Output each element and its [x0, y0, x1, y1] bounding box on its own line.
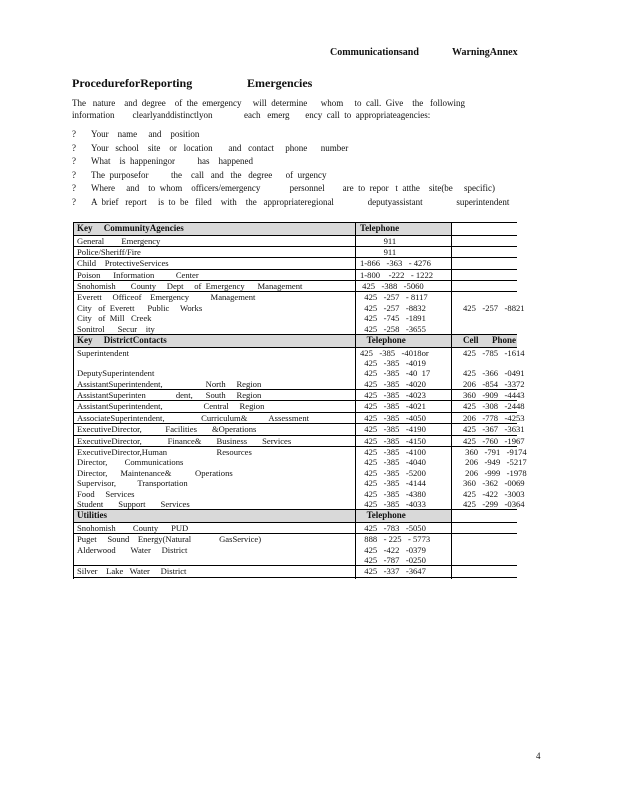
bullet-item — [72, 183, 495, 193]
contact-name: Snohomish County PUD — [77, 522, 189, 533]
contact-name: Student Support Services — [77, 498, 190, 509]
bullet-item — [72, 197, 509, 207]
section-header-telephone: Telephone — [360, 510, 406, 521]
contact-name: Sonitrol Secur ity — [77, 323, 155, 334]
telephone-number: 425 -422 -0379 — [360, 544, 426, 555]
cell-phone-number: 360 -362 -0069 — [463, 478, 525, 489]
cell-phone-number: 206 -949 -5217 — [463, 457, 527, 468]
contact-name: AssistantSuperintendent, Central Region — [77, 401, 265, 412]
telephone-number: 911 — [360, 246, 397, 257]
telephone-number: 425 -385 -4040 — [360, 457, 426, 468]
contact-name: ExecutiveDirector, Facilities &Operations — [77, 424, 257, 435]
telephone-number: 425 -258 -3655 — [360, 323, 426, 334]
bullet-mark: ? — [72, 142, 76, 153]
contact-name: ExecutiveDirector, Finance& Business Services — [77, 435, 292, 446]
cell-phone-number: 360 -909 -4443 — [463, 390, 525, 401]
intro-line-2: information clearlyanddistinctlyon each emerg ency call to appropriateagencies: — [72, 110, 431, 120]
cell-phone-number: 425 -367 -3631 — [463, 424, 525, 435]
bullet-item — [72, 170, 327, 180]
table-column-rule — [355, 223, 356, 579]
contact-name: DeputySuperintendent — [77, 368, 155, 379]
table-column-rule — [73, 223, 74, 579]
contact-name: City of Everett Public Works — [77, 302, 203, 313]
telephone-number: 425 -787 -0250 — [360, 555, 426, 566]
cell-phone-number: 360 -791 -9174 — [463, 447, 527, 458]
contact-name: Director, Communications — [77, 457, 184, 468]
telephone-number: 425 -385 -4190 — [360, 424, 426, 435]
section-header-telephone: Telephone — [360, 223, 400, 233]
contact-name: Child ProtectiveServices — [77, 258, 169, 269]
cell-phone-number: 425 -422 -3003 — [463, 488, 525, 499]
cell-phone-number: 425 -366 -0491 — [463, 368, 525, 379]
bullet-text: Your school site or location and contact phone number — [91, 142, 349, 153]
telephone-number: 425 -385 -4020 — [360, 378, 426, 389]
contacts-table — [73, 222, 527, 578]
contact-name: Silver Lake Water District — [77, 566, 187, 577]
bullet-item — [72, 156, 253, 166]
contact-name: Snohomish County Dept of Emergency Management — [77, 281, 303, 292]
contact-name: ExecutiveDirector,Human Resources — [77, 447, 252, 458]
cell-phone-number: 425 -257 -8821 — [463, 302, 525, 313]
intro-line-1: The nature and degree of the emergency will determine whom to call. Give the following — [72, 98, 465, 108]
telephone-number: 425 -257 - 8117 — [360, 292, 428, 303]
running-header-right: WarningAnnex — [452, 47, 518, 58]
telephone-number: 425 -385 -40 17 — [360, 368, 431, 379]
contact-name: Food Services — [77, 488, 135, 499]
bullet-text: Where and to whom officers/emergency personnel are to repor t atthe site(be specific) — [91, 183, 496, 194]
telephone-number: 425 -257 -8832 — [360, 302, 426, 313]
section-header-cell: Cell Phone — [463, 335, 516, 346]
bullet-mark: ? — [72, 169, 76, 180]
telephone-number: 1-800 -222 - 1222 — [360, 269, 434, 280]
cell-phone-number: 206 -854 -3372 — [463, 378, 525, 389]
section-header-name: Key CommunityAgencies — [77, 223, 184, 233]
telephone-number: 425 -745 -1891 — [360, 313, 426, 324]
telephone-number: 425 -385 -4023 — [360, 390, 426, 401]
contact-name: Superintendent — [77, 347, 130, 358]
telephone-number: 425 -388 -5060 — [360, 281, 424, 292]
telephone-number: 425 -385 -5200 — [360, 467, 426, 478]
cell-phone-number: 425 -308 -2448 — [463, 401, 525, 412]
telephone-number: 425 -385 -4050 — [360, 412, 426, 423]
contact-name: AssociateSuperintendent, Curriculum& Assessment — [77, 412, 310, 423]
bullet-mark: ? — [72, 129, 76, 139]
contact-name: Poison Information Center — [77, 269, 199, 280]
telephone-number: 425 -783 -5050 — [360, 522, 426, 533]
bullet-mark: ? — [72, 197, 76, 207]
contact-name: Director, Maintenance& Operations — [77, 467, 233, 478]
telephone-number: 888 - 225 - 5773 — [360, 534, 431, 545]
telephone-number: 1-866 -363 - 4276 — [360, 258, 431, 269]
cell-phone-number: 206 -778 -4253 — [463, 412, 525, 423]
bullet-item — [72, 129, 199, 139]
telephone-number: 425 -385 -4033 — [360, 498, 426, 509]
telephone-number: 425 -385 -4380 — [360, 488, 426, 499]
section-header-telephone: Telephone — [360, 335, 406, 346]
bullet-mark: ? — [72, 156, 76, 167]
contact-name: Everett Officeof Emergency Management — [77, 292, 256, 303]
cell-phone-number: 425 -299 -0364 — [463, 498, 525, 509]
bullet-item — [72, 143, 348, 153]
table-column-rule — [451, 223, 452, 579]
bullet-text: Your name and position — [91, 129, 200, 139]
cell-phone-number: 425 -785 -1614 — [463, 347, 525, 358]
telephone-number: 911 — [360, 235, 397, 246]
contact-name: Alderwood Water District — [77, 544, 188, 555]
bullet-text: The purposefor the call and the degree of urgency — [91, 169, 327, 180]
contact-name: City of Mill Creek — [77, 313, 152, 324]
telephone-number: 425 -385 -4021 — [360, 401, 426, 412]
contact-name: AssistantSuperintendent, North Region — [77, 378, 262, 389]
contact-name: Puget Sound Energy(Natural GasService) — [77, 534, 262, 545]
section-header-name: Utilities — [77, 510, 107, 521]
section-title-emergencies: Emergencies — [247, 76, 313, 90]
bullet-text: A brief report is to be filed with the appropriateregional deputyassistant superintendent — [91, 197, 510, 207]
telephone-number: 425 -385 -4019 — [360, 357, 426, 368]
cell-phone-number: 206 -999 -1978 — [463, 467, 527, 478]
section-title: ProcedureforReporting — [72, 76, 193, 90]
running-header-left: Communicationsand — [330, 47, 419, 58]
page-number: 4 — [536, 751, 541, 761]
contact-name: General Emergency — [77, 235, 161, 246]
bullet-mark: ? — [72, 183, 76, 194]
bullet-text: What is happeningor has happened — [91, 156, 253, 167]
contact-name: AssistantSuperinten dent, South Region — [77, 390, 262, 401]
telephone-number: 425 -385 -4150 — [360, 435, 426, 446]
contact-name: Supervisor, Transportation — [77, 478, 188, 489]
telephone-number: 425 -385 -4100 — [360, 447, 426, 458]
section-header-name: Key DistrictContacts — [77, 335, 167, 346]
contact-name: Police/Sheriff/Fire — [77, 246, 141, 257]
cell-phone-number: 425 -760 -1967 — [463, 435, 525, 446]
telephone-number: 425 -385 -4144 — [360, 478, 426, 489]
telephone-number: 425 -337 -3647 — [360, 566, 426, 577]
telephone-number: 425 -385 -4018or — [360, 347, 429, 358]
